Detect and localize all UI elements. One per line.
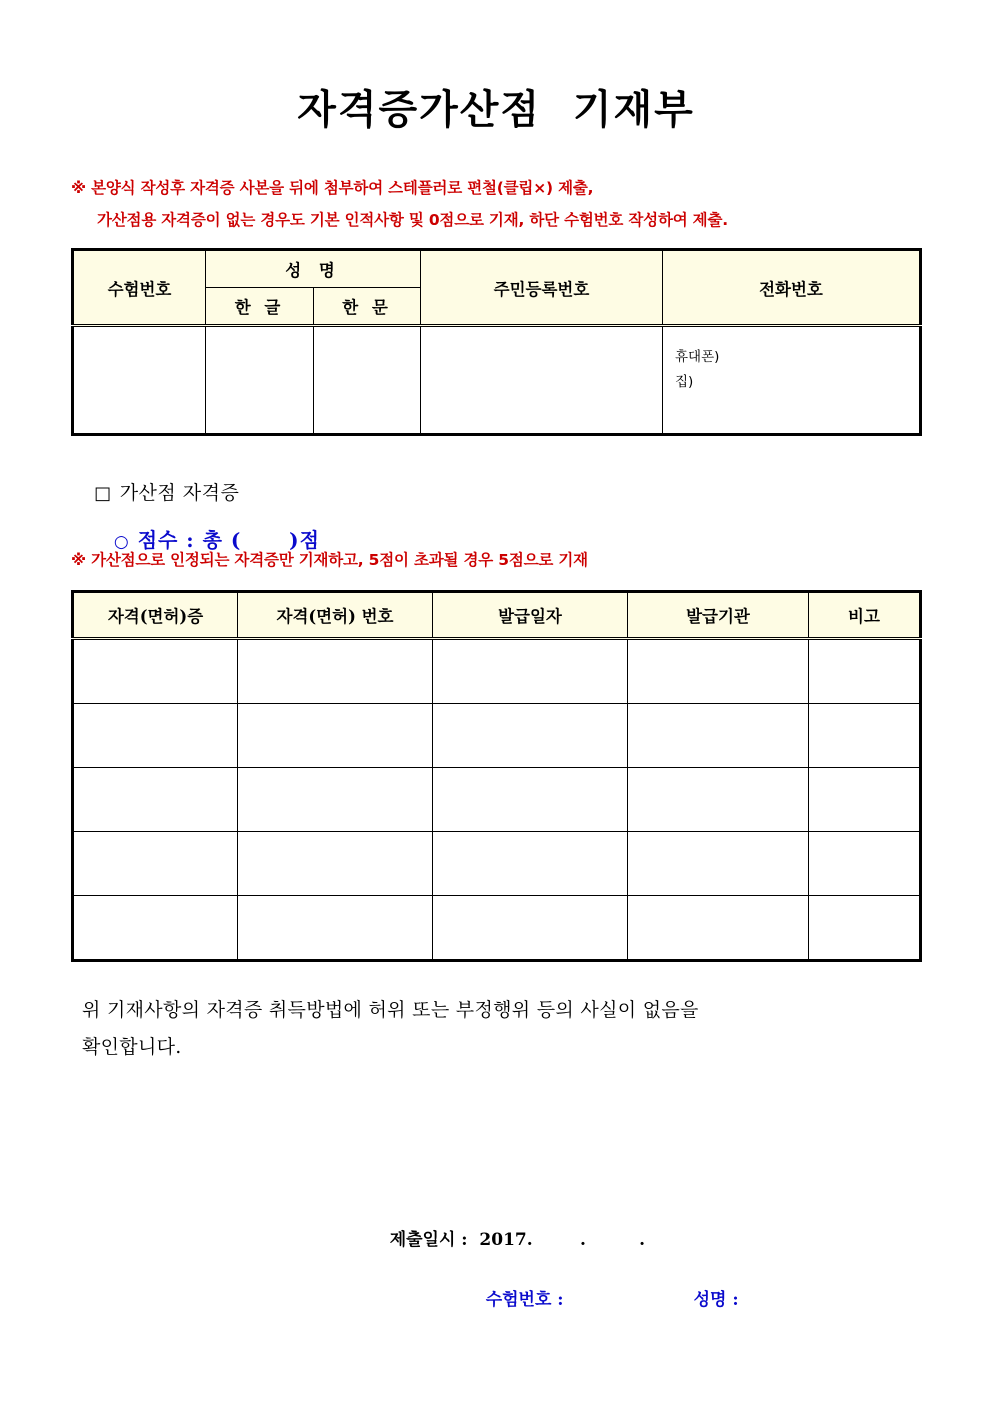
header-remarks: 비고	[809, 592, 921, 639]
bonus-certificate-label: 가산점 자격증	[119, 482, 240, 504]
cell-issuing-agency[interactable]	[628, 639, 809, 704]
header-issue-date: 발급일자	[433, 592, 628, 639]
submit-date-label: 제출일시 :	[389, 1230, 468, 1250]
table-row	[73, 639, 921, 704]
table-row	[73, 326, 921, 435]
cell-certificate-number[interactable]	[238, 639, 433, 704]
header-name-hanja: 한 문	[314, 288, 421, 326]
cell-issue-date[interactable]	[433, 832, 628, 896]
phone-home-label: 집)	[675, 374, 694, 390]
cell-certificate-name[interactable]	[73, 832, 238, 896]
notice-mid: ※ 가산점으로 인정되는 자격증만 기재하고, 5점이 초과될 경우 5점으로 기재	[71, 551, 588, 569]
declaration-line-2: 확인합니다.	[82, 1036, 182, 1058]
notice-top-line-1: ※ 본양식 작성후 자격증 사본을 뒤에 첨부하여 스테플러로 편철(클립×) 제출,	[71, 179, 594, 197]
score-label[interactable]: 점수 : 총 ( )점	[137, 528, 320, 552]
cell-certificate-name[interactable]	[73, 704, 238, 768]
header-phone-number: 전화번호	[663, 250, 921, 326]
table-row	[73, 832, 921, 896]
circle-bullet-icon: ○	[113, 532, 130, 552]
header-certificate-number: 자격(면허) 번호	[238, 592, 433, 639]
checkbox-icon[interactable]: □	[94, 483, 112, 504]
cell-certificate-name[interactable]	[73, 768, 238, 832]
header-name-group: 성 명	[206, 250, 421, 288]
submit-date-line	[366, 1205, 645, 1270]
cell-exam-number[interactable]	[73, 326, 206, 435]
header-certificate-name: 자격(면허)증	[73, 592, 238, 639]
footer-exam-number-label[interactable]: 수험번호 :	[485, 1290, 564, 1310]
notice-top	[71, 172, 951, 236]
cell-remarks[interactable]	[809, 768, 921, 832]
declaration-line-1: 위 기재사항의 자격증 취득방법에 허위 또는 부정행위 등의 사실이 없음을	[82, 999, 699, 1021]
submit-date-value[interactable]: 2017. . .	[479, 1230, 646, 1250]
page-title: 자격증가산점 기재부	[297, 86, 695, 133]
header-resident-number: 주민등록번호	[421, 250, 663, 326]
certificate-table	[71, 590, 922, 962]
cell-remarks[interactable]	[809, 639, 921, 704]
personal-info-table	[71, 248, 922, 436]
cell-certificate-name[interactable]	[73, 639, 238, 704]
cell-certificate-number[interactable]	[238, 896, 433, 961]
cell-issuing-agency[interactable]	[628, 896, 809, 961]
cell-issue-date[interactable]	[433, 704, 628, 768]
cell-issue-date[interactable]	[433, 896, 628, 961]
cell-certificate-number[interactable]	[238, 704, 433, 768]
signature-row	[462, 1265, 862, 1330]
footer-name-label[interactable]: 성명 :	[693, 1290, 739, 1310]
cell-name-hangul[interactable]	[206, 326, 314, 435]
header-name-hangul: 한 글	[206, 288, 314, 326]
cell-issue-date[interactable]	[433, 639, 628, 704]
cell-certificate-number[interactable]	[238, 768, 433, 832]
cell-resident-number[interactable]	[421, 326, 663, 435]
table-row	[73, 768, 921, 832]
cell-remarks[interactable]	[809, 832, 921, 896]
header-issuing-agency: 발급기관	[628, 592, 809, 639]
cell-remarks[interactable]	[809, 704, 921, 768]
declaration-text	[82, 992, 922, 1066]
notice-top-line-2: 가산점용 자격증이 없는 경우도 기본 인적사항 및 0점으로 기재, 하단 수험번호 작성하여 제출.	[97, 211, 728, 229]
cell-issuing-agency[interactable]	[628, 832, 809, 896]
cell-remarks[interactable]	[809, 896, 921, 961]
table-row	[73, 896, 921, 961]
table-header-row	[73, 250, 921, 288]
table-header-row	[73, 592, 921, 639]
cell-certificate-name[interactable]	[73, 896, 238, 961]
cell-issuing-agency[interactable]	[628, 768, 809, 832]
cell-phone-number[interactable]	[663, 326, 921, 435]
cell-issue-date[interactable]	[433, 768, 628, 832]
cell-certificate-number[interactable]	[238, 832, 433, 896]
header-exam-number: 수험번호	[73, 250, 206, 326]
phone-mobile-label: 휴대폰)	[675, 349, 720, 365]
cell-name-hanja[interactable]	[314, 326, 421, 435]
table-row	[73, 704, 921, 768]
cell-issuing-agency[interactable]	[628, 704, 809, 768]
